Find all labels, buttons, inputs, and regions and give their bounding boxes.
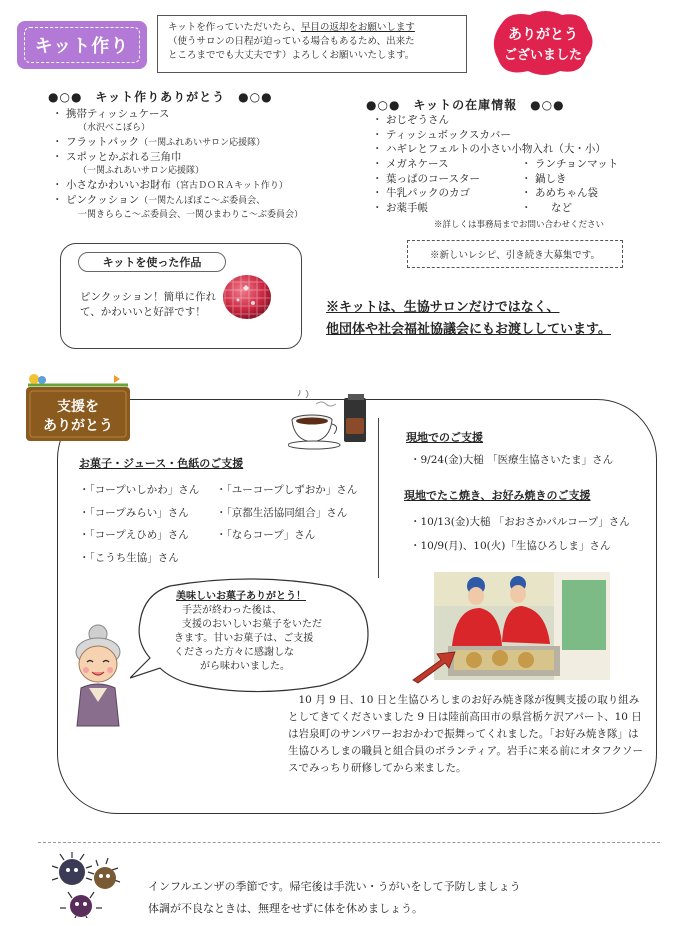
supporter-item: ・10/9(月)、10(火)「生協ひろしま」さん	[410, 540, 611, 552]
badge-line2: ございました	[503, 48, 583, 63]
snacks-support-title: お菓子・ジュース・色紙のご支援	[79, 457, 244, 470]
flu-line2: 体調が不良なときは、無理をせずに体を休めましょう。	[148, 902, 423, 915]
list-item: ・ メガネケース	[372, 157, 512, 172]
list-item: ・ ティッシュボックスカバー	[372, 128, 662, 143]
list-item: ・ 鍋しき	[521, 172, 651, 187]
local-support-item: ・9/24(金)大槌 「医療生協さいたま」さん	[410, 454, 614, 466]
list-item: ・ お薬手帳	[372, 201, 512, 216]
list-item: ・ 牛乳パックのカゴ	[372, 186, 512, 201]
bubble-line: きます。甘いお菓子は、ご支援	[174, 633, 314, 644]
list-item: ・ 小さなかわいいお財布（宮古ＤＯＲＡキット作り）	[52, 178, 372, 194]
list-item: ・ 携帯ティッシュケース （水沢べこぼら）	[52, 107, 372, 135]
footer-divider	[38, 842, 660, 843]
list-item: ・ おじぞうさん	[372, 113, 662, 128]
supporter-item: ・10/13(金)大槌 「おおさかパルコープ」さん	[410, 516, 630, 528]
stock-footnote: ※詳しくは事務局までお問い合わせください	[434, 220, 605, 230]
takoyaki-support-list	[410, 510, 630, 558]
list-item-etc: ・ など	[521, 201, 651, 216]
list-item: ・ スポッとかぶれる三角巾 （一関ふれあいサロン応援隊）	[52, 150, 372, 178]
list-item: ・ ランチョンマット	[521, 157, 651, 172]
supporter-item: ・「コープえひめ」さん	[79, 529, 189, 541]
sign-line1: 支援を	[57, 399, 99, 415]
germs-illustration	[50, 852, 124, 918]
takoyaki-support-title: 現地でたこ焼き、お好み焼きのご支援	[404, 489, 591, 502]
kit-note-line2: 他団体や社会福祉協議会にもお渡ししています。	[326, 322, 611, 337]
okonomiyaki-photo	[434, 572, 610, 680]
pincushion-photo	[221, 270, 273, 322]
bubble-line: 手芸が終わった後は、	[182, 605, 282, 616]
kit-note-line1: ※キットは、生協サロンだけではなく、	[326, 300, 560, 315]
bubble-title: 美味しいお菓子ありがとう！	[176, 591, 306, 602]
stock-list-full	[372, 113, 662, 157]
snacks-left-list	[79, 479, 199, 569]
arrow-icon	[409, 648, 457, 684]
list-item: ・ あめちゃん袋	[521, 186, 651, 201]
local-support-title: 現地でのご支援	[406, 431, 483, 444]
notice-underlined: 早目の返却をお願いします	[300, 22, 415, 33]
notice-line1: キットを作っていただいたら、	[168, 22, 301, 33]
thank-you-badge	[490, 9, 596, 77]
section-tag-label: キット作り	[24, 27, 141, 63]
section-tag-kit	[17, 21, 147, 69]
supporter-item: ・「コープいしかわ」さん	[79, 484, 200, 496]
stock-list-title: ●○● キットの在庫情報 ●○●	[366, 98, 565, 112]
recipe-notice: ※新しいレシピ、引き続き大募集です。	[407, 240, 623, 268]
kit-works-title: キットを使った作品	[78, 252, 226, 272]
notice-line3: ところまででも大丈夫です）よろしくお願いいたします。	[168, 50, 415, 61]
snacks-right-list	[216, 479, 357, 547]
kit-distribution-note	[326, 297, 611, 341]
flu-line1: インフルエンザの季節です。帰宅後は手洗い・うがいをして予防しましょう	[148, 880, 521, 893]
stock-list-left	[372, 157, 512, 215]
bubble-line: 支援のおいしいお菓子をいただ	[182, 619, 322, 630]
thanks-list	[52, 107, 372, 222]
list-item: ・ フラットパック（一関ふれあいサロン応援隊）	[52, 135, 372, 151]
okonomiyaki-story: 10 月 9 日、10 日と生協ひろしまのお好み焼き隊が復興支援の取り組みとしてきてくださいました 9 日は陸前高田市の県営栃ケ沢アパート、10 日は岩泉町のサンパワーおおかわで振舞ってくれました。「お好み焼き隊」は生協ひろしまの職員と組合員のボランティア。岩手に来る前にオタフクソースでみっちり研修してから来ました。	[288, 694, 644, 774]
support-divider	[378, 418, 379, 578]
support-sign	[22, 373, 134, 445]
stock-list-right	[521, 157, 651, 215]
list-item: ・ 葉っぱのコースター	[372, 172, 512, 187]
supporter-item: ・「ならコープ」さん	[216, 529, 316, 541]
supporter-item: ・「こうち生協」さん	[79, 551, 179, 564]
supporter-item: ・「コープみらい」さん	[79, 506, 189, 519]
bubble-line: くださった方々に感謝しな	[174, 647, 294, 658]
notice-line2: （使うサロンの日程が迫っている場合もあるため、出来た	[168, 36, 415, 47]
kit-works-text: ピンクッション！簡単に作れて、かわいいと好評です！	[80, 291, 217, 318]
list-item: ・ ハギレとフェルトの小さい小物入れ（大・小）	[372, 142, 662, 157]
supporter-item: ・「京都生活協同組合」さん	[216, 506, 348, 519]
sign-line2: ありがとう	[43, 418, 113, 434]
thanks-list-title: ●○● キット作りありがとう ●○●	[48, 90, 273, 104]
bubble-text	[170, 590, 368, 674]
badge-line1: ありがとう	[508, 27, 578, 43]
grandma-illustration	[67, 622, 129, 728]
return-notice	[157, 15, 467, 73]
supporter-item: ・「ユーコープしずおか」さん	[216, 484, 358, 496]
coffee-illustration	[288, 390, 374, 454]
list-item: ・ ピンクッション（一関たんぽぽこ～ぶ委員会、 一関きららこ～ぶ委員会、一関ひまわりこ～ぶ委員会）	[52, 193, 372, 222]
bubble-line: がら味わいました。	[200, 661, 290, 672]
flu-notice	[148, 876, 521, 920]
